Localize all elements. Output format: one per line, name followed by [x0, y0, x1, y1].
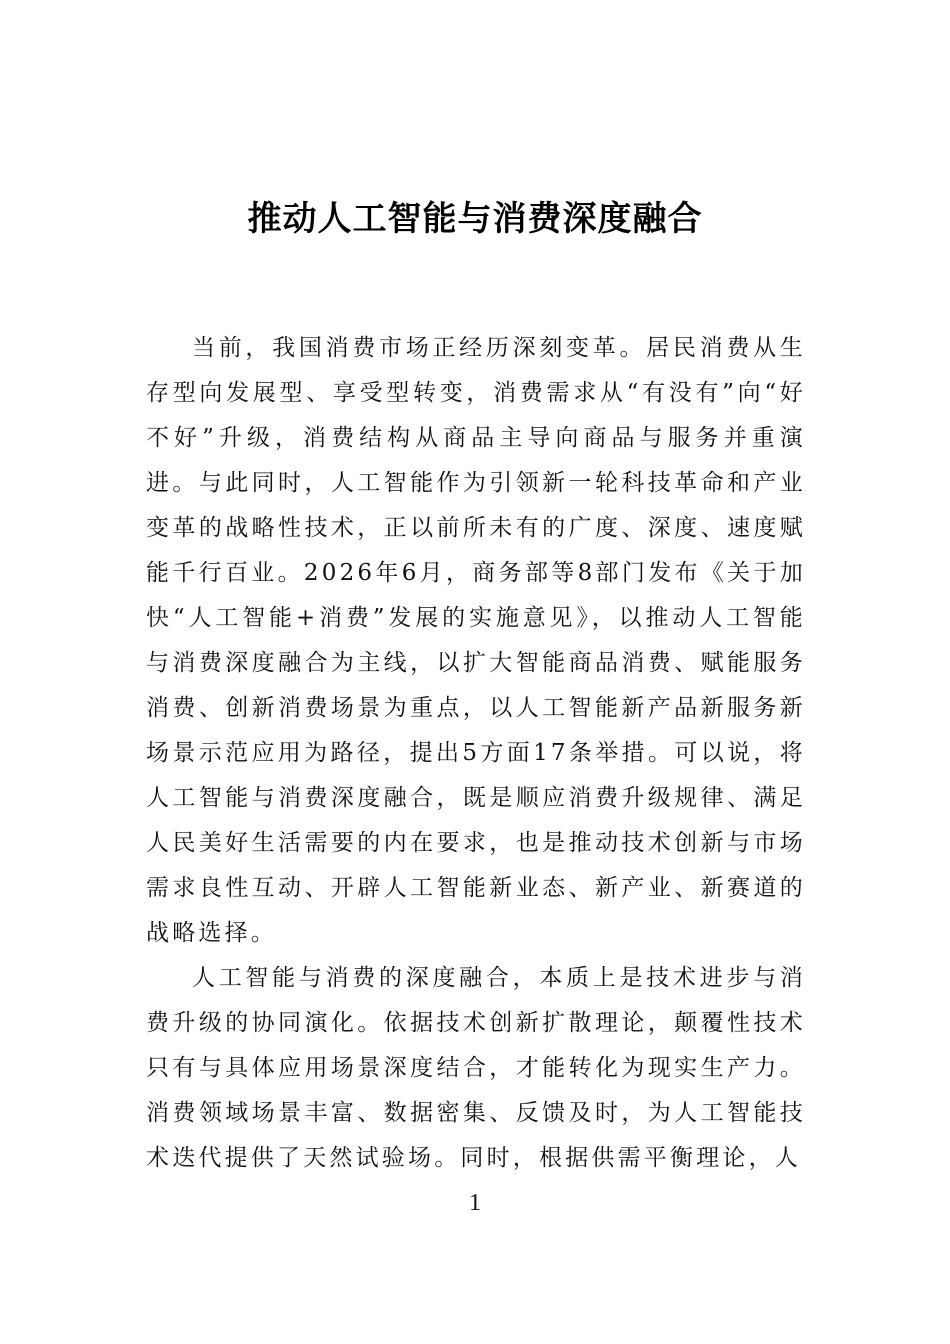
paragraph-2: 人工智能与消费的深度融合，本质上是技术进步与消费升级的协同演化。依据技术创新扩散理论，颠覆性技术只有与具体应用场景深度结合，才能转化为现实生产力。消费领域场景丰富、数据密集、反馈及时，为人工智能技术迭代提供了天然试验场。同时，根据供需平衡理论，人	[146, 965, 806, 1171]
document-body	[146, 326, 806, 1181]
document-title: 推动人工智能与消费深度融合	[247, 199, 703, 239]
paragraph-1: 当前，我国消费市场正经历深刻变革。居民消费从生存型向发展型、享受型转变，消费需求从“有没有”向“好不好”升级，消费结构从商品主导向商品与服务并重演进。与此同时，人工智能作为引领新一轮科技革命和产业变革的战略性技术，正以前所未有的广度、深度、速度赋能千行百业。2026年6月，商务部等8部门发布《关于加快“人工智能+消费”发展的实施意见》，以推动人工智能与消费深度融合为主线，以扩大智能商品消费、赋能服务消费、创新消费场景为重点，以人工智能新产品新服务新场景示范应用为路径，提出5方面17条举措。可以说，将人工智能与消费深度融合，既是顺应消费升级规律、满足人民美好生活需要的内在要求，也是推动技术创新与市场需求良性互动、开辟人工智能新业态、新产业、新赛道的战略选择。	[146, 335, 806, 946]
page-number: 1	[469, 1190, 481, 1216]
